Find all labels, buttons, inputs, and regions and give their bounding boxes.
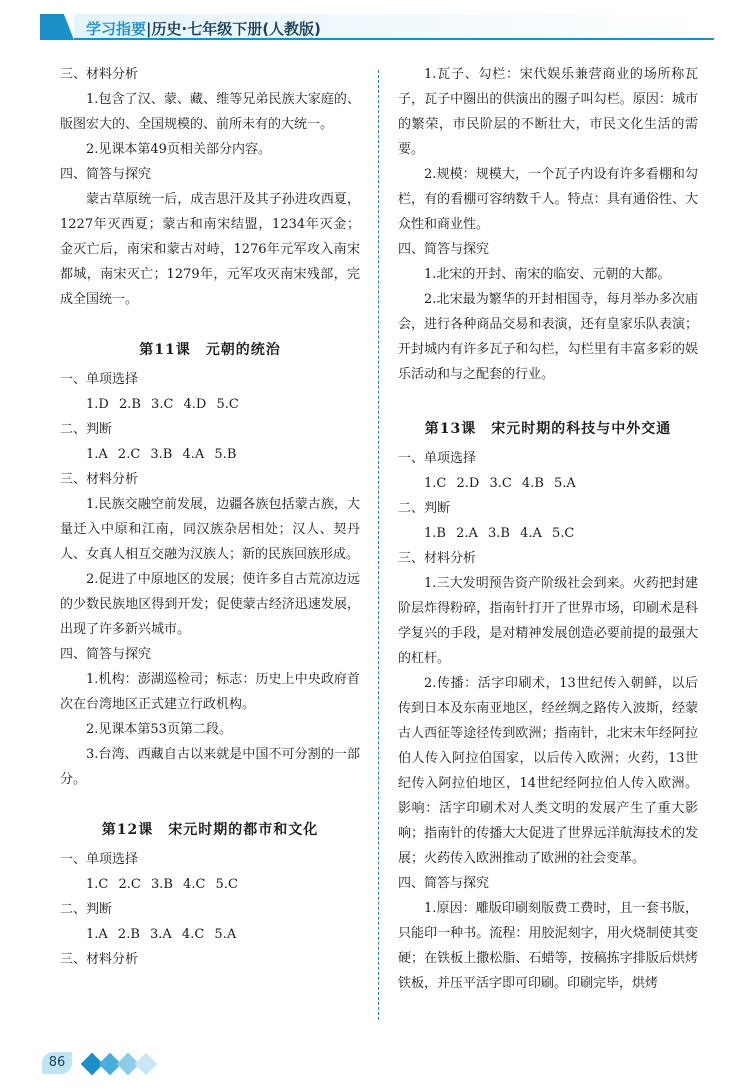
- answer-key: 1.A 2.B 3.A 4.C 5.A: [86, 927, 237, 942]
- header-title: [86, 18, 321, 39]
- header-tag: 学习指要: [86, 20, 147, 38]
- answer-key: 1.B 2.A 3.B 4.A 5.C: [424, 526, 575, 541]
- section-heading: 二、判断: [60, 422, 113, 437]
- answer-key: 1.A 2.C 3.B 4.A 5.B: [86, 447, 237, 462]
- answer-paragraph: 1.民族交融空前发展，边疆各族包括蒙古族，大量迁入中原和江南，同汉族杂居相处；汉人、契丹人、女真人相互交融为汉族人；新的民族回族形成。: [60, 497, 360, 562]
- answer-paragraph: 2.传播：活字印刷术，13世纪传入朝鲜，以后传到日本及东南亚地区，经丝绸之路传入波斯，经蒙古人西征等途径传到欧洲；指南针，北宋末年经阿拉伯人传入阿拉伯国家，以后传入欧洲；火药，13世纪传入阿拉伯地区，14世纪经阿拉伯人传入欧洲。影响：活字印刷术对人类文明的发展产生了重大影响；指南针的传播大大促进了世界远洋航海技术的发展；火药传入欧洲推动了欧洲的社会变革。: [398, 676, 698, 866]
- page-number: 86: [42, 1052, 72, 1074]
- answer-paragraph: 2.见课本第53页第二段。: [86, 722, 232, 737]
- header-book-title: 历史·七年级下册(人教版): [151, 20, 321, 38]
- left-column: [60, 62, 360, 972]
- answer-key: 1.C 2.D 3.C 4.B 5.A: [424, 476, 576, 491]
- answer-paragraph: 1.机构：澎湖巡检司；标志：历史上中央政府首次在台湾地区正式建立行政机构。: [60, 672, 360, 712]
- header-separator: |: [146, 20, 152, 38]
- answer-paragraph: 1.原因：雕版印刷刻版费工费时，且一套书版，只能印一种书。流程：用胶泥刻字，用火烧制使其变硬；在铁板上撒松脂、石蜡等，按稿拣字排版后烘烤铁板，并压平活字即可印刷。印刷完毕，烘烤: [398, 901, 698, 991]
- page-footer: [42, 1046, 202, 1076]
- section-heading: 三、材料分析: [60, 472, 139, 487]
- lesson-title: 第13课 宋元时期的科技与中外交通: [424, 421, 672, 437]
- answer-paragraph: 1.北宋的开封、南宋的临安、元朝的大都。: [424, 267, 671, 282]
- section-heading: 一、单项选择: [398, 451, 477, 466]
- section-heading: 三、材料分析: [398, 551, 477, 566]
- answer-key: 1.D 2.B 3.C 4.D 5.C: [86, 397, 239, 412]
- answer-paragraph: 2.北宋最为繁华的开封相国寺，每月举办多次庙会，进行各种商品交易和表演，还有皇家乐队表演；开封城内有许多瓦子和勾栏，勾栏里有丰富多彩的娱乐活动和与之配套的行业。: [398, 292, 698, 382]
- right-column: [398, 62, 698, 996]
- answer-paragraph: 1.三大发明预告资产阶级社会到来。火药把封建阶层炸得粉碎，指南针打开了世界市场，印刷术是科学复兴的手段，是对精神发展创造必要前提的最强大的杠杆。: [398, 576, 698, 666]
- section-heading: 四、简答与探究: [398, 876, 490, 891]
- lesson-title: 第11课 元朝的统治: [139, 342, 281, 358]
- section-heading: 三、材料分析: [60, 952, 139, 967]
- section-heading: 四、简答与探究: [60, 647, 152, 662]
- answer-paragraph: 蒙古草原统一后，成吉思汗及其子孙进攻西夏，1227年灭西夏；蒙古和南宋结盟，1234年灭金；金灭亡后，南宋和蒙古对峙，1276年元军攻入南宋都城，南宋灭亡；1279年，元军攻灭南宋残部，完成全国统一。: [60, 192, 360, 307]
- answer-paragraph: 3.台湾、西藏自古以来就是中国不可分割的一部分。: [60, 747, 360, 787]
- lesson-title: 第12课 宋元时期的都市和文化: [101, 822, 319, 838]
- header-badge: [40, 14, 74, 40]
- answer-paragraph: 2.见课本第49页相关部分内容。: [86, 142, 271, 157]
- answer-paragraph: 1.包含了汉、蒙、藏、维等兄弟民族大家庭的、版图宏大的、全国规模的、前所未有的大统一。: [60, 92, 360, 132]
- section-heading: 四、简答与探究: [60, 167, 152, 182]
- section-heading: 二、判断: [398, 501, 451, 516]
- decor-diamond-icon: [135, 1053, 158, 1076]
- section-heading: 四、简答与探究: [398, 242, 490, 257]
- page-header: [0, 0, 750, 50]
- section-heading: 一、单项选择: [60, 852, 139, 867]
- column-divider: [378, 70, 379, 1020]
- section-heading: 三、材料分析: [60, 67, 139, 82]
- section-heading: 一、单项选择: [60, 372, 139, 387]
- answer-paragraph: 2.规模：规模大，一个瓦子内设有许多看棚和勾栏，有的看棚可容纳数千人。特点：具有通俗性、大众性和商业性。: [398, 167, 698, 232]
- answer-paragraph: 2.促进了中原地区的发展；使许多自古荒凉边远的少数民族地区得到开发；促使蒙古经济迅速发展，出现了许多新兴城市。: [60, 572, 360, 637]
- section-heading: 二、判断: [60, 902, 113, 917]
- answer-paragraph: 1.瓦子、勾栏：宋代娱乐兼营商业的场所称瓦子，瓦子中圈出的供演出的圈子叫勾栏。原因：城市的繁荣，市民阶层的不断壮大，市民文化生活的需要。: [398, 67, 698, 157]
- answer-key: 1.C 2.C 3.B 4.C 5.C: [86, 877, 238, 892]
